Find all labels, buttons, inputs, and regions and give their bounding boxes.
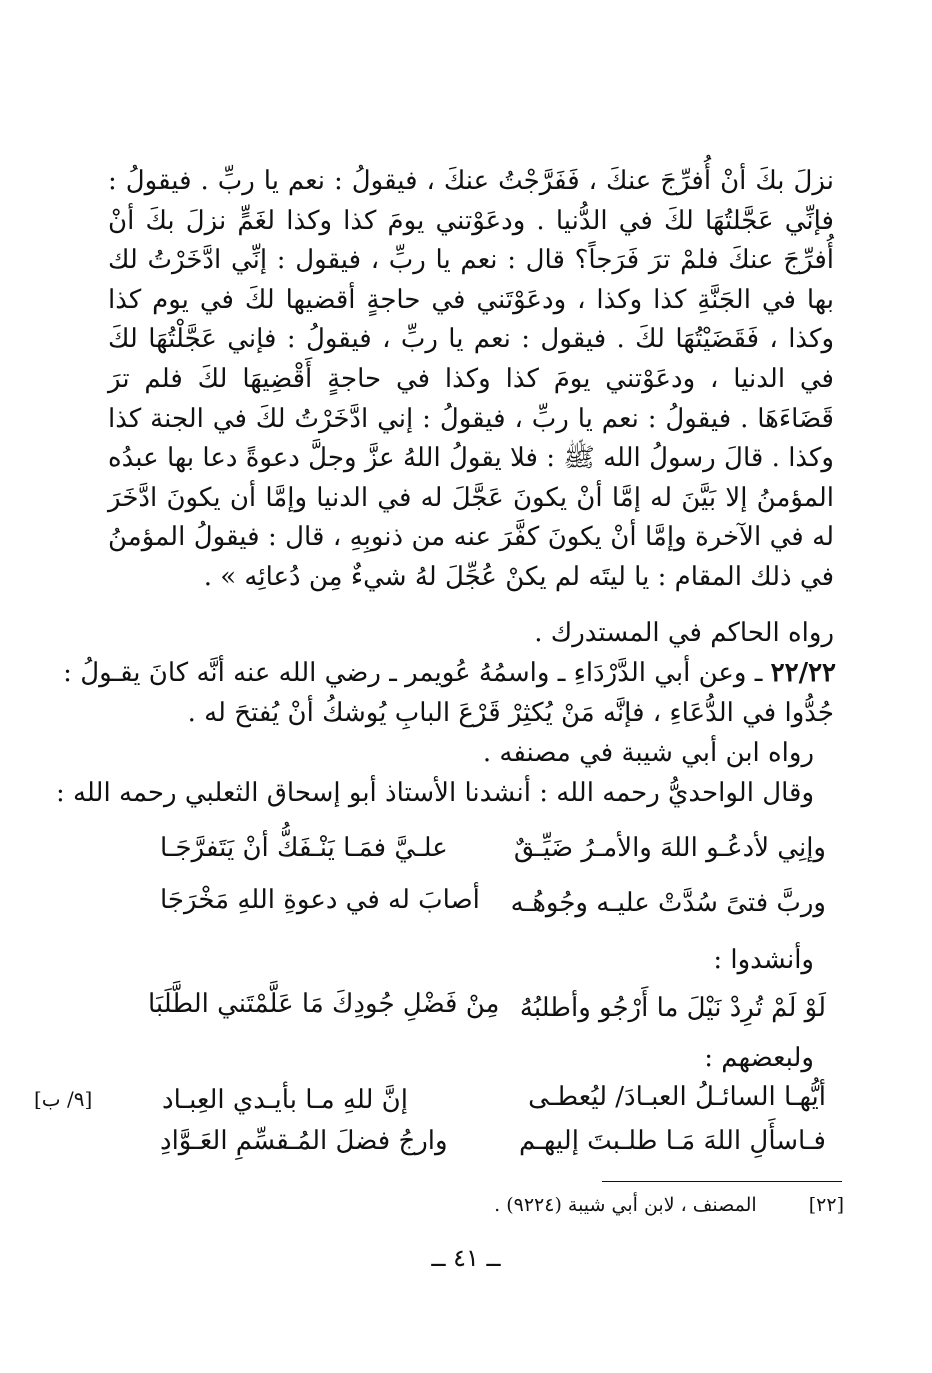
source-line-hakim: رواه الحاكم في المستدرك . (534, 618, 834, 648)
hadith-continuation-paragraph: نزلَ بكَ أنْ أُفرِّجَ عنكَ ، فَفَرَّجْتُ عنكَ ، فيقولُ : نعم يا ربِّ . فيقولُ : فإنِّي عَجَّلتُهَا لكَ في الدُّنيا . ودعَوْتني يومَ كذا وكذا لغَمٍّ نزلَ بكَ أنْ أُفرِّجَ عنكَ فلمْ ترَ فَرَجاً؟ قال : نعم يا ربِّ ، فيقول : إنِّي ادَّخَرْتُ لك بها في الجَنَّةِ كذا وكذا ، ودعَوْتَني في حاجةٍ أقضيها لكَ في يوم كذا وكذا ، فَقَضَيْتُهَا لكَ . فيقول : نعم يا ربِّ ، فيقولُ : فإني عَجَّلْتُهَا لكَ في الدنيا ، ودعَوْتني يومَ كذا وكذا في حاجةٍ أَقْضِيهَا لكَ فلم ترَ قَضَاءَهَا . فيقولُ : نعم يا ربِّ ، فيقولُ : إني ادَّخَرْتُ لكَ في الجنة كذا وكذا . قالَ رسولُ الله ﷺ : فلا يقولُ اللهُ عزَّ وجلَّ دعوةً دعا بها عبدُه المؤمنُ إلا بَيَّنَ له إمَّا أنْ يكونَ عَجَّلَ له في الدنيا وإمَّا أن يكونَ ادَّخَرَ له في الآخرة وإمَّا أنْ يكونَ كفَّرَ عنه من ذنوبِهِ ، قال : فيقولُ المؤمنُ في ذلك المقام : يا ليتَه لم يكنْ عُجِّلَ لهُ شيءٌ مِن دُعائِه » . (108, 166, 834, 592)
poem-2-verse-1-second-hemistich: مِنْ فَضْلِ جُودِكَ مَا عَلَّمْتَني الطَّلَبَا (148, 989, 500, 1019)
poem-3-verse-1-second-hemistich: إنَّ للهِ مـا بأيـدي العِبـاد (162, 1085, 408, 1115)
source-line-ibn-abi-shayba: رواه ابن أبي شيبة في مصنفه . (482, 738, 814, 768)
hadith-number: ٢٢/٢٢ (770, 658, 836, 688)
hadith-22-text-end: جُدُّوا في الدُّعَاءِ ، فإنَّه مَنْ يُكثِرْ قَرْعَ البابِ يُوشكُ أنْ يُفتحَ له . (187, 698, 834, 728)
poem-1-verse-2-second-hemistich: أصابَ له في دعوةِ اللهِ مَخْرَجَا (160, 885, 480, 915)
li-badihim-label: ولبعضهم : (704, 1043, 814, 1073)
anshadu-label: وأنشدوا : (713, 945, 814, 975)
poem-3-verse-2-first-hemistich: فـاسأَلِ اللهَ مَـا طلـبتَ إليهـم (519, 1126, 826, 1156)
poem-3-verse-1-first-hemistich: أيُّهـا السائـلُ العبـادَ/ ليُعطـى (528, 1082, 826, 1112)
poem-1-verse-1-second-hemistich: علـيَّ فمَـا يَنْـفَكُّ أنْ يَتَفرَّجَـا (160, 833, 448, 863)
hadith-22-text-start: ـ وعن أبي الدَّرْدَاءِ ـ واسمُهُ عُويمر ـ رضي الله عنه أنَّه كانَ يقـولُ : (63, 658, 763, 688)
page-number: ــ ٤١ ــ (431, 1244, 501, 1272)
manuscript-folio-marker: [٩/ ب] (34, 1087, 93, 1111)
wahidi-intro: وقال الواحديُّ رحمه الله : أنشدنا الأستاذ أبو إسحاق الثعلبي رحمه الله : (55, 778, 814, 808)
poem-1-verse-2-first-hemistich: وربَّ فتىً سُدَّتْ عليـه وجُوهُـه (510, 888, 826, 918)
poem-3-verse-2-second-hemistich: وارجُ فضلَ المُـقسِّمِ العَـوَّادِ (160, 1126, 448, 1156)
hadith-22-heading (63, 653, 836, 693)
footnote-separator (602, 1181, 842, 1182)
poem-2-verse-1-first-hemistich: لَوْ لَمْ تُرِدْ نَيْلَ ما أَرْجُو وأطلبُهُ (519, 993, 826, 1023)
footnote (494, 1190, 844, 1220)
footnote-text: المصنف ، لابن أبي شيبة (٩٢٢٤) . (494, 1194, 757, 1216)
poem-1-verse-1-first-hemistich: وإنِي لأدعُـو اللهَ والأمـرُ ضَيِّـقٌ (513, 833, 826, 863)
footnote-reference-number: [٢٢] (808, 1194, 844, 1216)
